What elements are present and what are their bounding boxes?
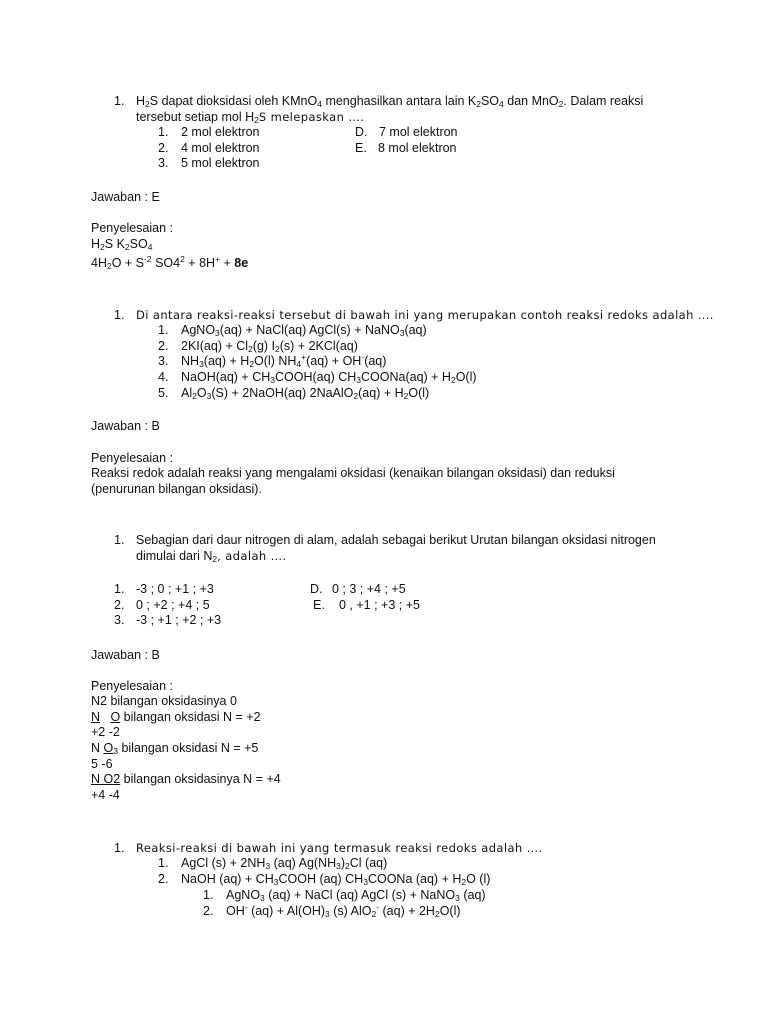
- q1-option-number: 3.: [158, 156, 169, 170]
- q1-option-e-label: E.: [355, 141, 367, 155]
- q3-option-text: -3 ; +1 ; +2 ; +3: [136, 613, 222, 627]
- q2-answer: Jawaban : B: [91, 419, 160, 433]
- q2-option-5: $Al_2O_3(S)$ + 2NaOH(aq) 2NaAlO$_2$(aq) + $H_2O(l)$: [181, 386, 430, 401]
- q3-option-number: 2.: [114, 598, 125, 612]
- q2-option-number: 5.: [158, 386, 169, 400]
- q1-number: 1.: [114, 94, 125, 108]
- q2-option-number: 3.: [158, 354, 169, 368]
- q4-sub-option-1: AgNO$_3$ (aq) + NaCl (aq) AgCl (s) + NaNO$_3$ (aq): [226, 888, 486, 903]
- q3-option-d-text: 0 ; 3 ; +4 ; +5: [332, 582, 406, 596]
- q3-option-d-label: D.: [310, 582, 323, 596]
- q1-stem-line2: tersebut setiap mol $H_2S$ melepaskan ….: [136, 110, 365, 125]
- q3-option-text: 0 ; +2 ; +4 ; 5: [136, 598, 210, 612]
- q3-option-e-text: 0 , +1 ; +3 ; +5: [339, 598, 420, 612]
- q4-option-number: 1.: [158, 856, 169, 870]
- q3-stem-line2: dimulai dari $N_2$, adalah ….: [136, 549, 287, 564]
- q1-option-number: 2.: [158, 141, 169, 155]
- q3-solution-line: N O2 bilangan oksidasinya N = +4: [91, 772, 281, 786]
- q3-solution-line: 5 -6: [91, 757, 113, 771]
- q1-option-text: 4 mol elektron: [181, 141, 260, 155]
- q3-solution-line: N $O_3$ bilangan oksidasi N = +5: [91, 741, 259, 756]
- q2-option-4: NaOH(aq) + $CH_3COOH(aq)$ $CH_3COONa(aq) + H_2O(l)$: [181, 370, 477, 385]
- q2-option-1: AgNO$_3$(aq) + NaCl(aq) AgCl(s) + NaNO$_3$(aq): [181, 323, 427, 338]
- q3-solution-line: +2 -2: [91, 725, 120, 739]
- q3-solution-label: Penyelesaian :: [91, 679, 174, 693]
- q1-solution-line1: $H_2S$ $K_2SO_4$: [91, 237, 153, 252]
- q1-option-d-label: D.: [355, 125, 368, 139]
- q4-sub-option-number: 2.: [203, 904, 214, 918]
- q3-solution-line: N2 bilangan oksidasinya 0: [91, 694, 237, 708]
- q3-solution-line: N O bilangan oksidasi N = +2: [91, 710, 261, 724]
- q1-option-number: 1.: [158, 125, 169, 139]
- q2-option-2: $2KI(aq) + Cl_2(g) I_2(s) + 2KCl(aq)$: [181, 339, 358, 354]
- q1-option-text: 2 mol elektron: [181, 125, 260, 139]
- q4-sub-option-number: 1.: [203, 888, 214, 902]
- q2-solution-line2: (penurunan bilangan oksidasi).: [91, 482, 262, 496]
- q1-option-e-text: 8 mol elektron: [378, 141, 457, 155]
- q3-solution-line: +4 -4: [91, 788, 120, 802]
- q4-option-2: NaOH $(aq) + CH_3COOH$ (aq) $CH_3COONa$ $(aq) + H_2O$ (l): [181, 872, 491, 887]
- q2-solution-line1: Reaksi redok adalah reaksi yang mengalami oksidasi (kenaikan bilangan oksidasi) dan reduksi: [91, 466, 615, 480]
- q1-option-d-text: 7 mol elektron: [379, 125, 458, 139]
- q2-stem: Di antara reaksi-reaksi tersebut di bawah ini yang merupakan contoh reaksi redoks adalah ….: [136, 308, 714, 322]
- q3-option-number: 3.: [114, 613, 125, 627]
- q3-option-text: -3 ; 0 ; +1 ; +3: [136, 582, 214, 596]
- q1-solution-label: Penyelesaian :: [91, 221, 174, 235]
- q4-option-number: 2.: [158, 872, 169, 886]
- q1-answer: Jawaban : E: [91, 190, 160, 204]
- q3-stem-line1: Sebagian dari daur nitrogen di alam, adalah sebagai berikut Urutan bilangan oksidasi nitrogen: [136, 533, 656, 547]
- q2-option-3: $NH_3(aq) + H_2O(l) NH_4^+(aq) + OH^-(aq)$: [181, 352, 387, 369]
- q4-stem: Reaksi-reaksi di bawah ini yang termasuk reaksi redoks adalah ….: [136, 841, 543, 855]
- q3-answer: Jawaban : B: [91, 648, 160, 662]
- q4-number: 1.: [114, 841, 125, 855]
- q4-sub-option-2: OH- $(aq) + Al(OH)_3$ (s) AlO$_2$- $(aq) + 2H_2O(l)$: [226, 902, 461, 919]
- q2-solution-label: Penyelesaian :: [91, 451, 174, 465]
- q2-number: 1.: [114, 308, 125, 322]
- q1-solution-line2: $4H_2O + S^{-2}$ $SO4^2 + 8H^+ + 8e$: [91, 254, 249, 271]
- q1-option-text: 5 mol elektron: [181, 156, 260, 170]
- q3-option-e-label: E.: [313, 598, 325, 612]
- q1-stem-line1: $H_2S$ dapat dioksidasi oleh KMnO$_4$ menghasilkan antara lain $K_2SO_4$ dan MnO$_2$. Dalam reaksi: [136, 94, 644, 109]
- q2-option-number: 1.: [158, 323, 169, 337]
- q3-option-number: 1.: [114, 582, 125, 596]
- q2-option-number: 4.: [158, 370, 169, 384]
- q2-option-number: 2.: [158, 339, 169, 353]
- q3-number: 1.: [114, 533, 125, 547]
- q4-option-1: AgCl $(s) + 2NH_3$ (aq) $Ag(NH_3)_2Cl$ (aq): [181, 856, 388, 871]
